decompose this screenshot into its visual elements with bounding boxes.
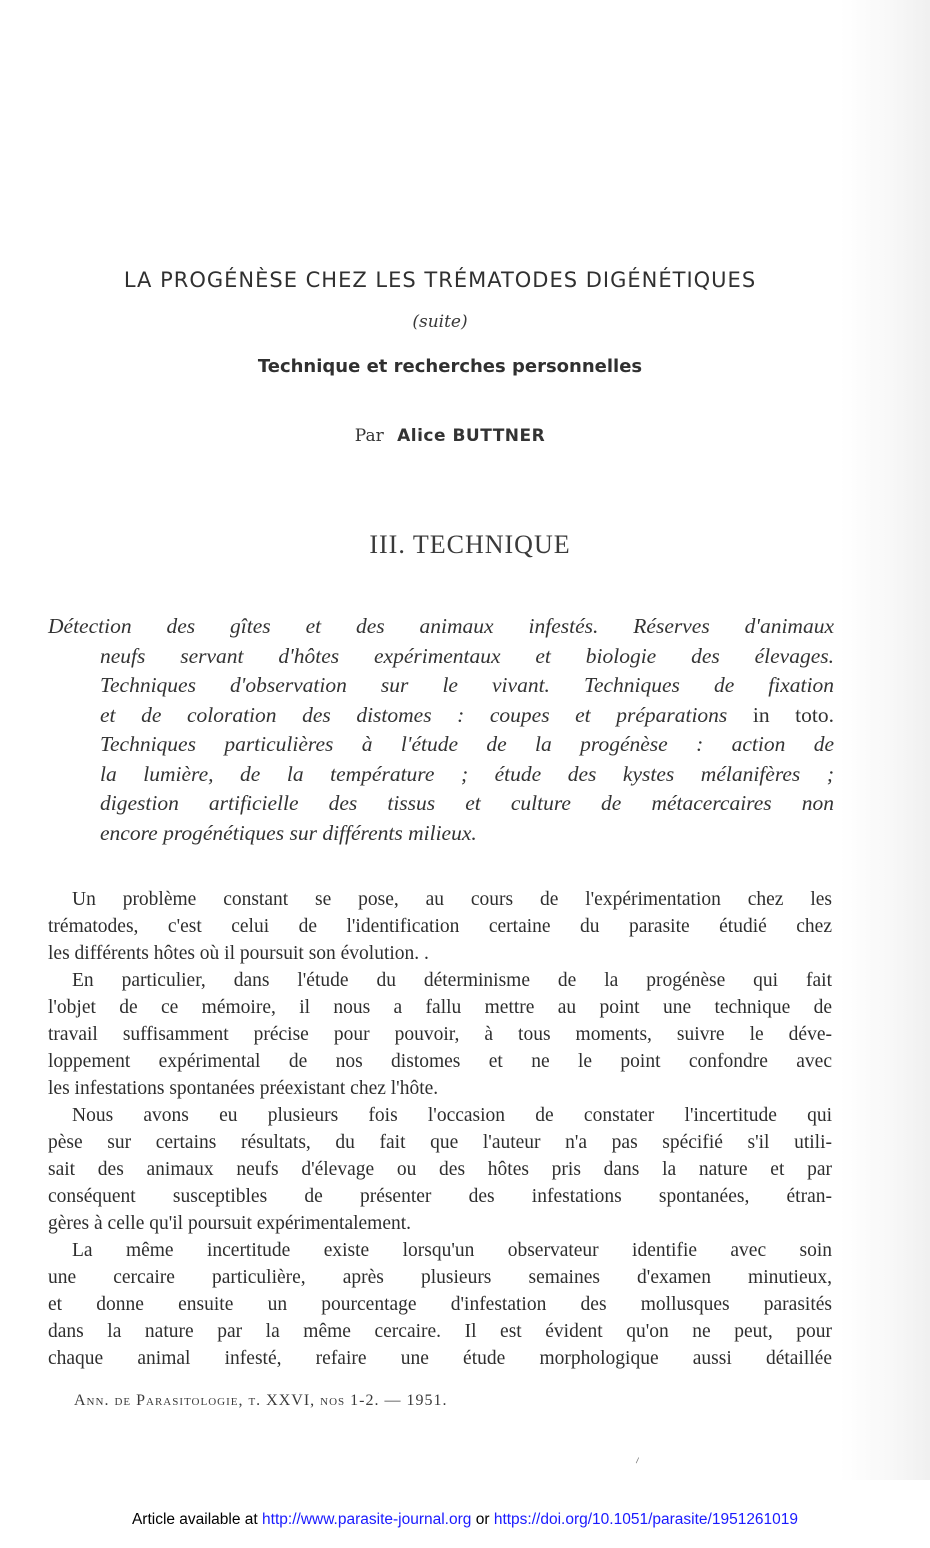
pencil-mark: ⸝ (631, 1450, 643, 1467)
body-text (48, 886, 832, 1372)
summary-line (48, 701, 834, 731)
summary-line: neufs servant d'hôtes expérimentaux et biologie des élevages. (100, 643, 834, 668)
body-line: Un problème constant se pose, au cours de l'expérimentation chez les (72, 889, 832, 910)
availability-connector: or (475, 1511, 490, 1528)
body-line: une cercaire particulière, après plusieurs semaines d'examen minutieux, (48, 1267, 832, 1288)
section-summary (48, 612, 834, 848)
section-heading: III. TECHNIQUE (369, 530, 571, 559)
availability-line (0, 1511, 930, 1529)
journal-reference (74, 1392, 448, 1410)
summary-line: encore progénétiques sur différents milieux. (100, 820, 477, 845)
article-suite-note: (suite) (412, 312, 468, 332)
scan-texture (840, 0, 930, 1480)
body-line: trématodes, c'est celui de l'identification certaine du parasite étudié chez (48, 916, 832, 937)
author-line (60, 426, 840, 446)
body-line: loppement expérimental de nos distomes et ne le point confondre avec (48, 1051, 832, 1072)
body-line: La même incertitude existe lorsqu'un observateur identifie avec soin (72, 1240, 832, 1261)
summary-text: et de coloration des distomes : coupes et préparations (100, 702, 728, 727)
article-title: LA PROGÉNÈSE CHEZ LES TRÉMATODES DIGÉNÉTIQUES (123, 268, 757, 292)
article-subtitle: Technique et recherches personnelles (257, 356, 643, 377)
body-line: dans la nature par la même cercaire. Il est évident qu'on ne peut, pour (48, 1321, 832, 1342)
body-line: les infestations spontanées préexistant chez l'hôte. (48, 1078, 439, 1099)
journal-citation: Ann. de Parasitologie, t. XXVI, nos 1-2. — 1951. (74, 1392, 448, 1409)
body-line: les différents hôtes où il poursuit son évolution. . (48, 943, 429, 964)
body-line: pèse sur certains résultats, du fait que l'auteur n'a pas spécifié s'il utili- (48, 1132, 832, 1153)
body-line: gères à celle qu'il poursuit expérimentalement. (48, 1213, 412, 1234)
body-line: chaque animal infesté, refaire une étude morphologique aussi détaillée (48, 1348, 832, 1369)
availability-prefix: Article available at (131, 1511, 258, 1528)
body-line: travail suffisamment précise pour pouvoir, à tous moments, suivre le déve- (48, 1024, 832, 1045)
body-line: et donne ensuite un pourcentage d'infestation des mollusques parasités (48, 1294, 832, 1315)
summary-line: Détection des gîtes et des animaux infestés. Réserves d'animaux (48, 614, 834, 638)
body-line: conséquent susceptibles de présenter des infestations spontanées, étran- (48, 1186, 832, 1207)
doi-link[interactable]: https://doi.org/10.1051/parasite/1951261019 (493, 1511, 799, 1528)
author-name: Alice BUTTNER (397, 426, 546, 446)
journal-website-link[interactable]: http://www.parasite-journal.org (262, 1511, 472, 1528)
body-line: l'objet de ce mémoire, il nous a fallu mettre au point une technique de (48, 997, 832, 1018)
body-line: sait des animaux neufs d'élevage ou des hôtes pris dans la nature et par (48, 1159, 832, 1180)
summary-line: la lumière, de la température ; étude des kystes mélanifères ; (100, 761, 834, 786)
summary-line: digestion artificielle des tissus et culture de métacercaires non (100, 791, 834, 815)
author-prefix: Par (354, 426, 384, 446)
summary-line: Techniques d'observation sur le vivant. Techniques de fixation (100, 673, 834, 697)
summary-line: Techniques particulières à l'étude de la progénèse : action de (100, 732, 834, 756)
body-line: Nous avons eu plusieurs fois l'occasion de constater l'incertitude qui (72, 1105, 832, 1126)
body-line: En particulier, dans l'étude du déterminisme de la progénèse qui fait (72, 970, 832, 991)
summary-in-toto: in toto. (752, 702, 835, 727)
